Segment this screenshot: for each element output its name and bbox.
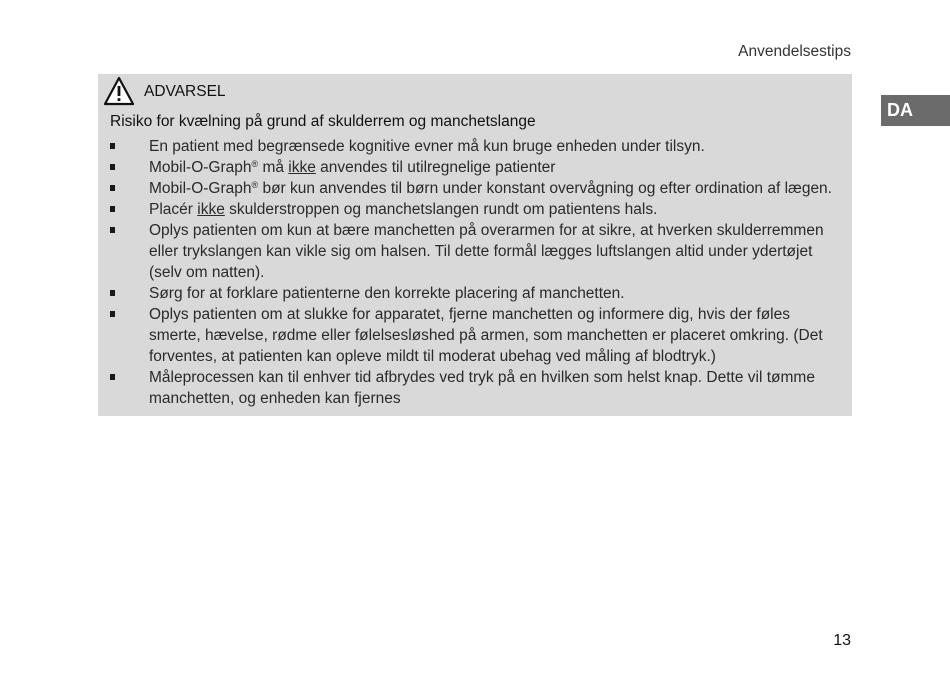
page-number: 13 [833, 632, 851, 649]
warning-triangle-icon [103, 76, 135, 106]
list-item-text: Oplys patienten om at slukke for apparatet, fjerne manchetten og informere dig, hvis der føles smerte, hævelse, rødme eller følelsesløshed på armen, som manchetten er placeret omkring. (Det forventes, at patienten kan opleve mildt til moderat ubehag ved måling af blodtryk.) [149, 306, 823, 365]
bullet-icon [110, 290, 115, 296]
list-item [98, 178, 852, 199]
emphasis-underline: ikke [197, 201, 225, 218]
product-name: Mobil-O-Graph [149, 159, 252, 176]
warning-subtitle: Risiko for kvælning på grund af skulderrem og manchetslange [110, 113, 536, 130]
product-name: Mobil-O-Graph [149, 180, 252, 197]
bullet-icon [110, 227, 115, 233]
list-item [98, 157, 852, 178]
registered-mark: ® [251, 159, 259, 169]
list-item [98, 199, 852, 220]
list-item-text: En patient med begrænsede kognitive evner må kun bruge enheden under tilsyn. [149, 138, 705, 155]
list-item [98, 367, 852, 409]
list-item-text: bør kun anvendes til børn under konstant overvågning og efter ordination af lægen. [258, 180, 832, 197]
section-title: Anvendelsestips [738, 43, 851, 60]
warning-list [98, 136, 852, 409]
list-item-text: Placér [149, 201, 198, 218]
list-item-text: Sørg for at forklare patienterne den korrekte placering af manchetten. [149, 285, 625, 302]
bullet-icon [110, 374, 115, 380]
bullet-icon [110, 185, 115, 191]
list-item-text: Oplys patienten om kun at bære manchetten på overarmen for at sikre, at hverken skulderremmen eller trykslangen kan vikle sig om halsen. Til dette formål lægges luftslangen altid under ydertøjet (selv om natten). [149, 222, 824, 281]
bullet-icon [110, 164, 115, 170]
list-item [98, 304, 852, 367]
bullet-icon [110, 311, 115, 317]
language-tab: DA [881, 95, 950, 126]
bullet-icon [110, 206, 115, 212]
list-item [98, 220, 852, 283]
list-item-text: må [258, 159, 289, 176]
emphasis-underline: ikke [288, 159, 316, 176]
list-item-text: anvendes til utilregnelige patienter [315, 159, 556, 176]
list-item [98, 283, 852, 304]
list-item-text: skulderstroppen og manchetslangen rundt om patientens hals. [224, 201, 658, 218]
bullet-icon [110, 143, 115, 149]
warning-label: ADVARSEL [144, 83, 226, 100]
list-item-text: Måleprocessen kan til enhver tid afbrydes ved tryk på en hvilken som helst knap. Dette vil tømme manchetten, og enheden kan fjernes [149, 369, 815, 407]
warning-box [98, 74, 852, 416]
list-item [98, 136, 852, 157]
registered-mark: ® [251, 180, 259, 190]
